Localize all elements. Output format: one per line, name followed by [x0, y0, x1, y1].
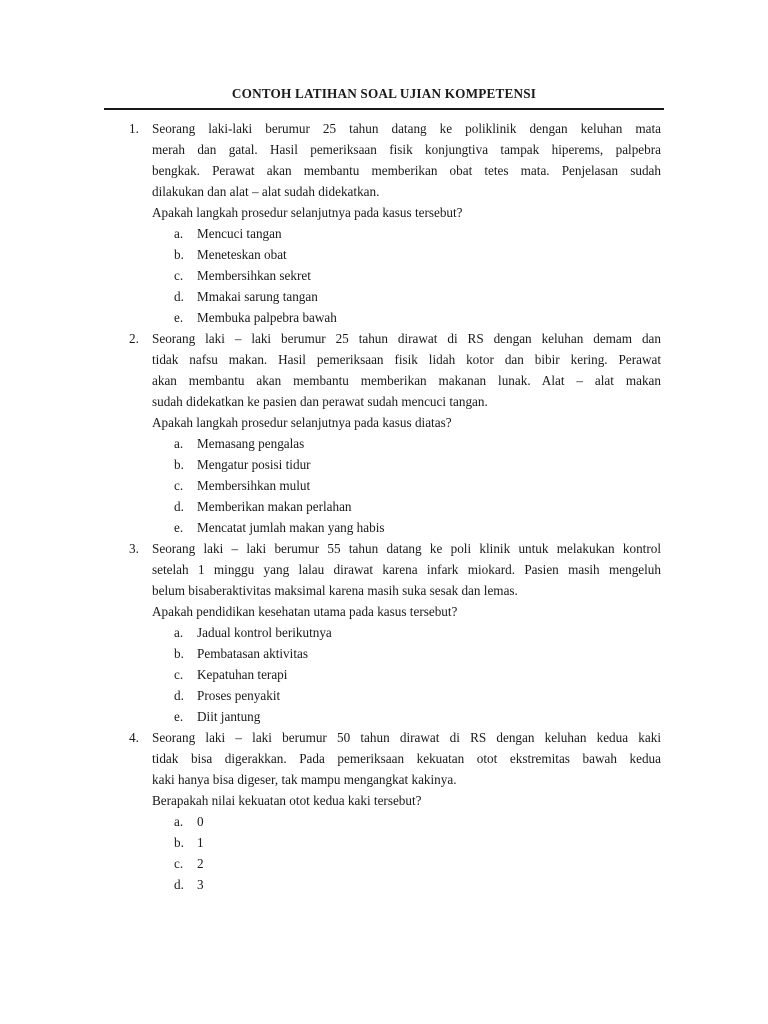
option-letter: b. [174, 247, 184, 262]
option-letter: e. [174, 520, 184, 535]
option-text: Pembatasan aktivitas [197, 646, 308, 661]
question-text-line: tidak bisa digerakkan. Pada pemeriksaan kekuatan otot ekstremitas bawah kedua [152, 751, 661, 766]
question-text-line: belum bisaberaktivitas maksimal karena masih suka sesak dan lemas. [152, 583, 518, 598]
question-text-line: Seorang laki-laki berumur 25 tahun datang ke poliklinik dengan keluhan mata [152, 121, 661, 136]
option-item[interactable] [152, 517, 661, 538]
option-item[interactable] [152, 265, 661, 286]
option-item[interactable] [152, 244, 661, 265]
question-text-line: sudah didekatkan ke pasien dan perawat sudah mencuci tangan. [152, 394, 488, 409]
question-text-line: Seorang laki – laki berumur 25 tahun dirawat di RS dengan keluhan demam dan [152, 331, 661, 346]
option-text: Membersihkan mulut [197, 478, 311, 493]
option-text: Mmakai sarung tangan [197, 289, 318, 304]
option-text: 0 [197, 814, 204, 829]
option-text: Mencuci tangan [197, 226, 282, 241]
question-prompt: Berapakah nilai kekuatan otot kedua kaki tersebut? [152, 793, 422, 808]
option-item[interactable] [152, 664, 661, 685]
question-number: 1. [129, 121, 139, 136]
option-text: 1 [197, 835, 204, 850]
option-item[interactable] [152, 706, 661, 727]
option-letter: b. [174, 835, 184, 850]
option-letter: c. [174, 478, 184, 493]
option-letter: c. [174, 268, 184, 283]
option-item[interactable] [152, 874, 661, 895]
question-prompt: Apakah langkah prosedur selanjutnya pada kasus diatas? [152, 415, 452, 430]
option-item[interactable] [152, 433, 661, 454]
question-number: 3. [129, 541, 139, 556]
question-text-line: tidak nafsu makan. Hasil pemeriksaan fisik lidah kotor dan bibir kering. Perawat [152, 352, 661, 367]
page-title: CONTOH LATIHAN SOAL UJIAN KOMPETENSI [231, 86, 537, 101]
question-body [152, 118, 661, 328]
option-letter: b. [174, 457, 184, 472]
option-letter: e. [174, 310, 184, 325]
option-letter: c. [174, 856, 184, 871]
option-text: Membersihkan sekret [197, 268, 311, 283]
question-text-line: Seorang laki – laki berumur 50 tahun dirawat di RS dengan keluhan kedua kaki [152, 730, 661, 745]
option-letter: a. [174, 625, 184, 640]
option-letter: a. [174, 436, 184, 451]
option-text: 2 [197, 856, 204, 871]
question-number: 2. [129, 331, 139, 346]
option-item[interactable] [152, 223, 661, 244]
question-prompt: Apakah langkah prosedur selanjutnya pada kasus tersebut? [152, 205, 463, 220]
option-text: Mencatat jumlah makan yang habis [197, 520, 385, 535]
option-item[interactable] [152, 853, 661, 874]
option-text: Membuka palpebra bawah [197, 310, 337, 325]
option-text: Jadual kontrol berikutnya [197, 625, 332, 640]
option-letter: e. [174, 709, 184, 724]
question-number: 4. [129, 730, 139, 745]
title-divider [104, 108, 664, 110]
option-item[interactable] [152, 475, 661, 496]
option-text: Memberikan makan perlahan [197, 499, 352, 514]
question-text-line: akan membantu akan membantu memberikan makanan lunak. Alat – alat makan [152, 373, 661, 388]
option-item[interactable] [152, 622, 661, 643]
question-text-line: kaki hanya bisa digeser, tak mampu mengangkat kakinya. [152, 772, 457, 787]
option-item[interactable] [152, 685, 661, 706]
option-text: Meneteskan obat [197, 247, 287, 262]
option-item[interactable] [152, 643, 661, 664]
question-text-line: Seorang laki – laki berumur 55 tahun datang ke poli klinik untuk melakukan kontrol [152, 541, 661, 556]
option-letter: b. [174, 646, 184, 661]
option-item[interactable] [152, 496, 661, 517]
option-text: Kepatuhan terapi [197, 667, 288, 682]
question-text-line: dilakukan dan alat – alat sudah didekatkan. [152, 184, 380, 199]
option-letter: a. [174, 814, 184, 829]
option-item[interactable] [152, 811, 661, 832]
option-letter: d. [174, 688, 184, 703]
question-prompt: Apakah pendidikan kesehatan utama pada kasus tersebut? [152, 604, 458, 619]
option-text: Diit jantung [197, 709, 261, 724]
question-text-line: setelah 1 minggu yang lalau dirawat karena infark miokard. Pasien masih mengeluh [152, 562, 661, 577]
option-item[interactable] [152, 307, 661, 328]
option-text: Mengatur posisi tidur [197, 457, 311, 472]
option-text: Proses penyakit [197, 688, 281, 703]
question-body [152, 328, 661, 538]
option-letter: a. [174, 226, 184, 241]
option-item[interactable] [152, 286, 661, 307]
option-letter: c. [174, 667, 184, 682]
option-letter: d. [174, 877, 184, 892]
question-text-line: merah dan gatal. Hasil pemeriksaan fisik konjungtiva tampak hiperems, palpebra [152, 142, 661, 157]
option-letter: d. [174, 499, 184, 514]
option-item[interactable] [152, 832, 661, 853]
option-letter: d. [174, 289, 184, 304]
option-text: 3 [197, 877, 204, 892]
option-text: Memasang pengalas [197, 436, 305, 451]
question-body [152, 538, 661, 727]
question-text-line: bengkak. Perawat akan membantu memberikan obat tetes mata. Penjelasan sudah [152, 163, 661, 178]
question-body [152, 727, 661, 895]
option-item[interactable] [152, 454, 661, 475]
